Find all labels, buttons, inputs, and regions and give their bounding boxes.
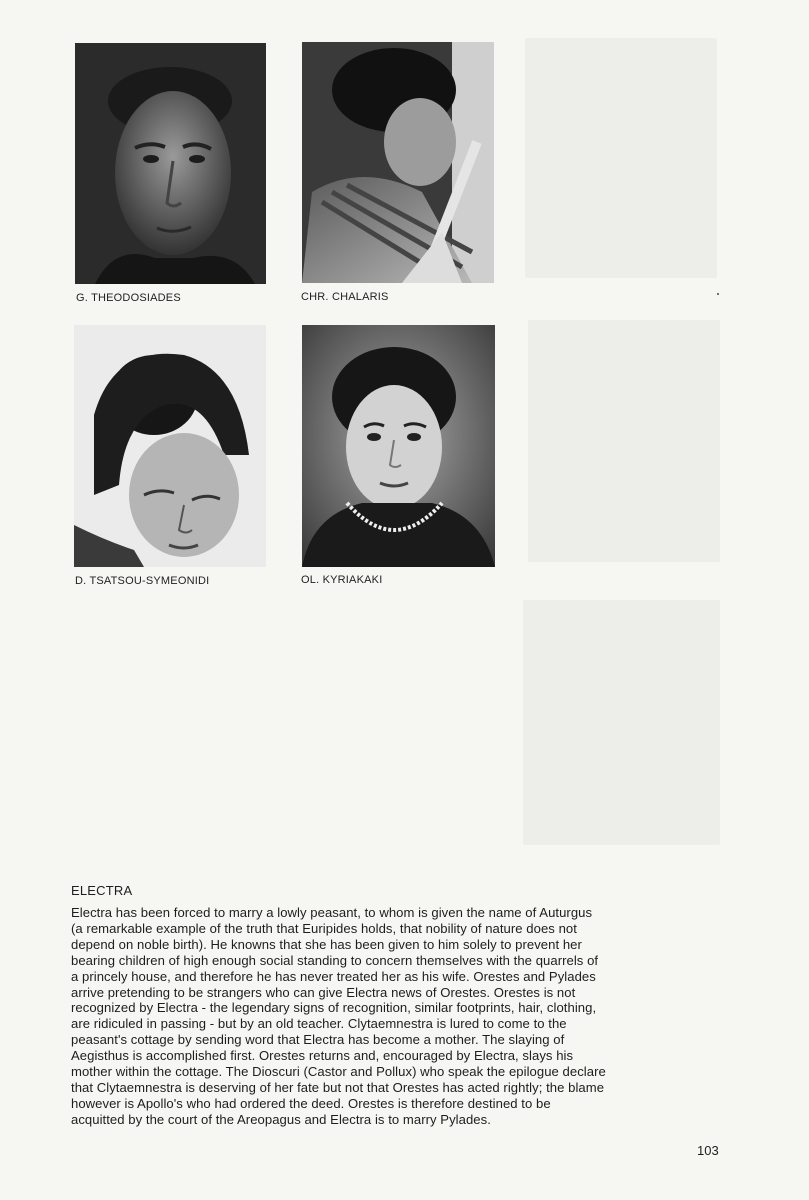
synopsis-line: depend on noble birth). He knowns that she has been given to him solely to prevent her [71,936,582,952]
synopsis-line: peasant's cottage by sending word that Electra has become a mother. The slaying of [71,1032,565,1048]
synopsis-line: recognized by Electra - the legendary signs of recognition, similar footprints, hair, clothing, [71,1000,597,1016]
portrait-caption: D. TSATSOU-SYMEONIDI [75,575,210,587]
portrait-photo-kyriakaki [302,325,495,567]
show-through-block [525,38,717,278]
synopsis-line: however is Apollo's who had ordered the deed. Orestes is therefore destined to be [71,1095,551,1111]
synopsis-text [71,905,733,1128]
synopsis-line: Aegisthus is accomplished first. Orestes returns and, encouraged by Electra, slays his [71,1048,574,1064]
synopsis-line: (a remarkable example of the truth that Euripides holds, that nobility of nature does not [71,920,577,936]
show-through-block [528,320,720,562]
portrait-caption: G. THEODOSIADES [76,292,181,304]
synopsis-line: bearing children of high enough social standing to concern themselves with the quarrels of [71,952,599,968]
synopsis-line: that Clytaemnestra is deserving of her fate but not that Orestes has acted rightly; the blame [71,1079,605,1095]
synopsis-line: mother within the cottage. The Dioscuri (Castor and Pollux) who speak the epilogue declare [71,1064,606,1080]
synopsis-line: Electra has been forced to marry a lowly peasant, to whom is given the name of Auturgus [71,905,593,920]
portrait-caption: OL. KYRIAKAKI [301,574,383,586]
portrait-photo-theodosiades [75,43,266,284]
portrait-caption: CHR. CHALARIS [301,291,389,303]
synopsis-line: arrive pretending to be strangers who can give Electra news of Orestes. Orestes is not [71,984,576,1000]
section-title: ELECTRA [71,883,133,898]
stray-mark [717,293,719,295]
synopsis-line: acquitted by the court of the Areopagus and Electra is to marry Pylades. [71,1111,491,1127]
male-portrait-photo-icon [302,42,494,283]
show-through-block [523,600,720,845]
portrait-photo-chalaris [302,42,494,283]
synopsis-line: a princely house, and therefore he has never treated her as his wife. Orestes and Pylades [71,968,596,984]
female-portrait-photo-icon [74,325,266,567]
synopsis-line: are ridiculed in passing - but by an old teacher. Clytaemnestra is lured to come to the [71,1016,567,1032]
page-number: 103 [697,1143,719,1158]
male-portrait-photo-icon [75,43,266,284]
portrait-photo-tsatsou-symeonidi [74,325,266,567]
female-portrait-photo-icon [302,325,495,567]
